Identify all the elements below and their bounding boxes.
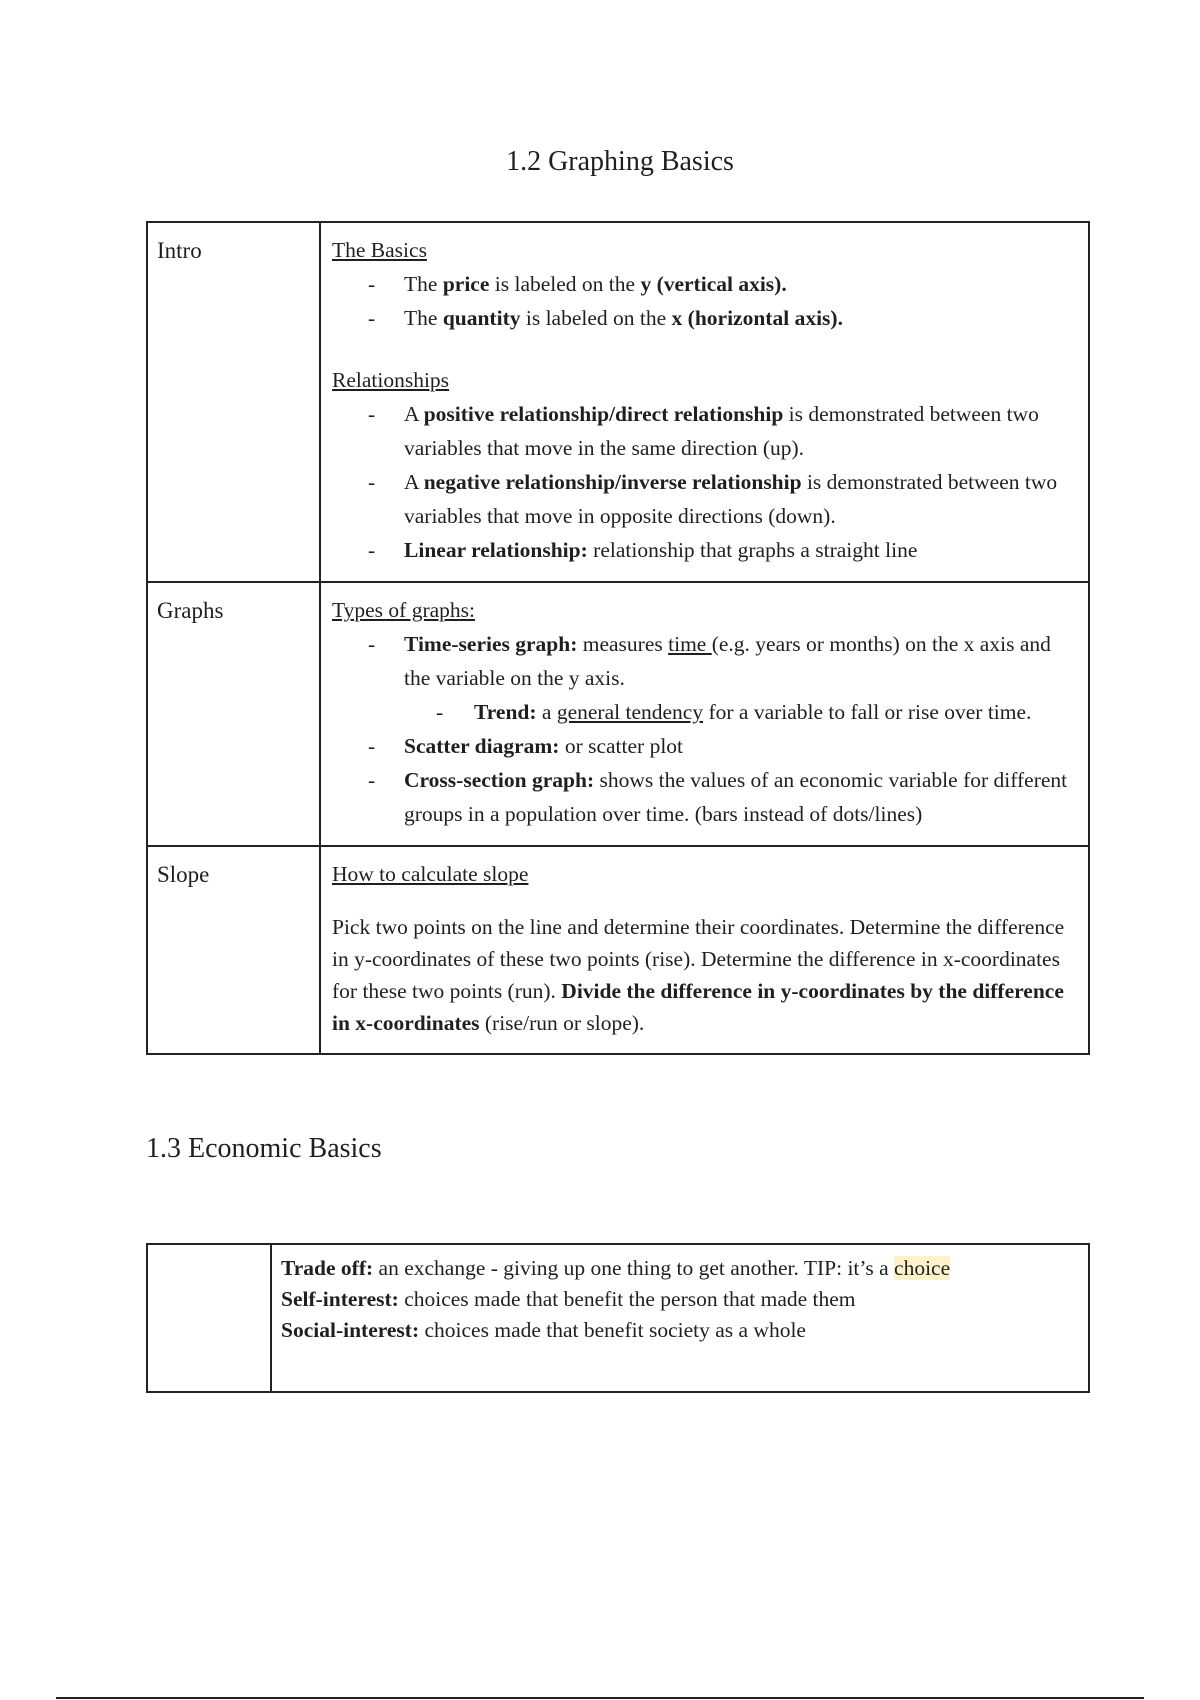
list-item: - Linear relationship: relationship that graphs a straight line: [332, 533, 1080, 567]
empty-label-cell: [147, 1244, 271, 1392]
intro-content: [320, 222, 1089, 582]
graph-types-heading: Types of graphs:: [332, 598, 475, 622]
row-label-slope: Slope: [147, 846, 320, 1054]
table-row-slope: [147, 846, 1089, 1054]
list-item: - Cross-section graph: shows the values of an economic variable for different groups in a population over time. (bars instead of dots/lines): [332, 763, 1080, 831]
table-row-graphs: [147, 582, 1089, 846]
slope-paragraph: Pick two points on the line and determine their coordinates. Determine the difference in y-coordinates of these two points (rise). Determine the difference in x-coordinates for these two points (run). Divide the difference in y-coordinates by the difference in x-coordinates (rise/run or slope).: [332, 915, 1065, 1035]
list-item: - A negative relationship/inverse relationship is demonstrated between two variables that move in opposite directions (down).: [332, 465, 1080, 533]
highlighted-word: choice: [894, 1256, 951, 1280]
list-item: - Time-series graph: measures time (e.g. years or months) on the x axis and the variable on the y axis. - Trend: a general tendency for a variable to fall or rise over time.: [332, 627, 1080, 729]
social-interest-definition: Social-interest: choices made that benefit society as a whole: [281, 1318, 806, 1342]
section-heading-economic-basics: 1.3 Economic Basics: [146, 1133, 382, 1164]
table-row: [147, 1244, 1089, 1392]
relationships-heading: Relationships: [332, 368, 450, 392]
graph-types-list: [332, 627, 1080, 831]
graphing-basics-table: [146, 221, 1090, 1055]
relationships-list: [332, 397, 1080, 567]
row-label-graphs: Graphs: [147, 582, 320, 846]
list-item: - Trend: a general tendency for a variable to fall or rise over time.: [332, 695, 1080, 729]
list-item: - The price is labeled on the y (vertical axis).: [332, 267, 1080, 301]
trend-sublist: [404, 695, 1080, 729]
table-row-intro: [147, 222, 1089, 582]
trade-off-definition: Trade off: an exchange - giving up one thing to get another. TIP: it’s a choice: [281, 1256, 951, 1280]
slope-heading: How to calculate slope: [332, 862, 529, 886]
basics-list: [332, 267, 1080, 335]
econ-definitions: [271, 1244, 1089, 1392]
list-item: - Scatter diagram: or scatter plot: [332, 729, 1080, 763]
list-item: - The quantity is labeled on the x (horizontal axis).: [332, 301, 1080, 335]
self-interest-definition: Self-interest: choices made that benefit the person that made them: [281, 1287, 856, 1311]
footer-divider: [56, 1697, 1144, 1699]
basics-heading: The Basics: [332, 238, 427, 262]
list-item: - A positive relationship/direct relationship is demonstrated between two variables that move in the same direction (up).: [332, 397, 1080, 465]
graphs-content: [320, 582, 1089, 846]
row-label-intro: Intro: [147, 222, 320, 582]
page-title: 1.2 Graphing Basics: [506, 146, 734, 177]
economic-basics-table: [146, 1243, 1090, 1393]
slope-content: [320, 846, 1089, 1054]
